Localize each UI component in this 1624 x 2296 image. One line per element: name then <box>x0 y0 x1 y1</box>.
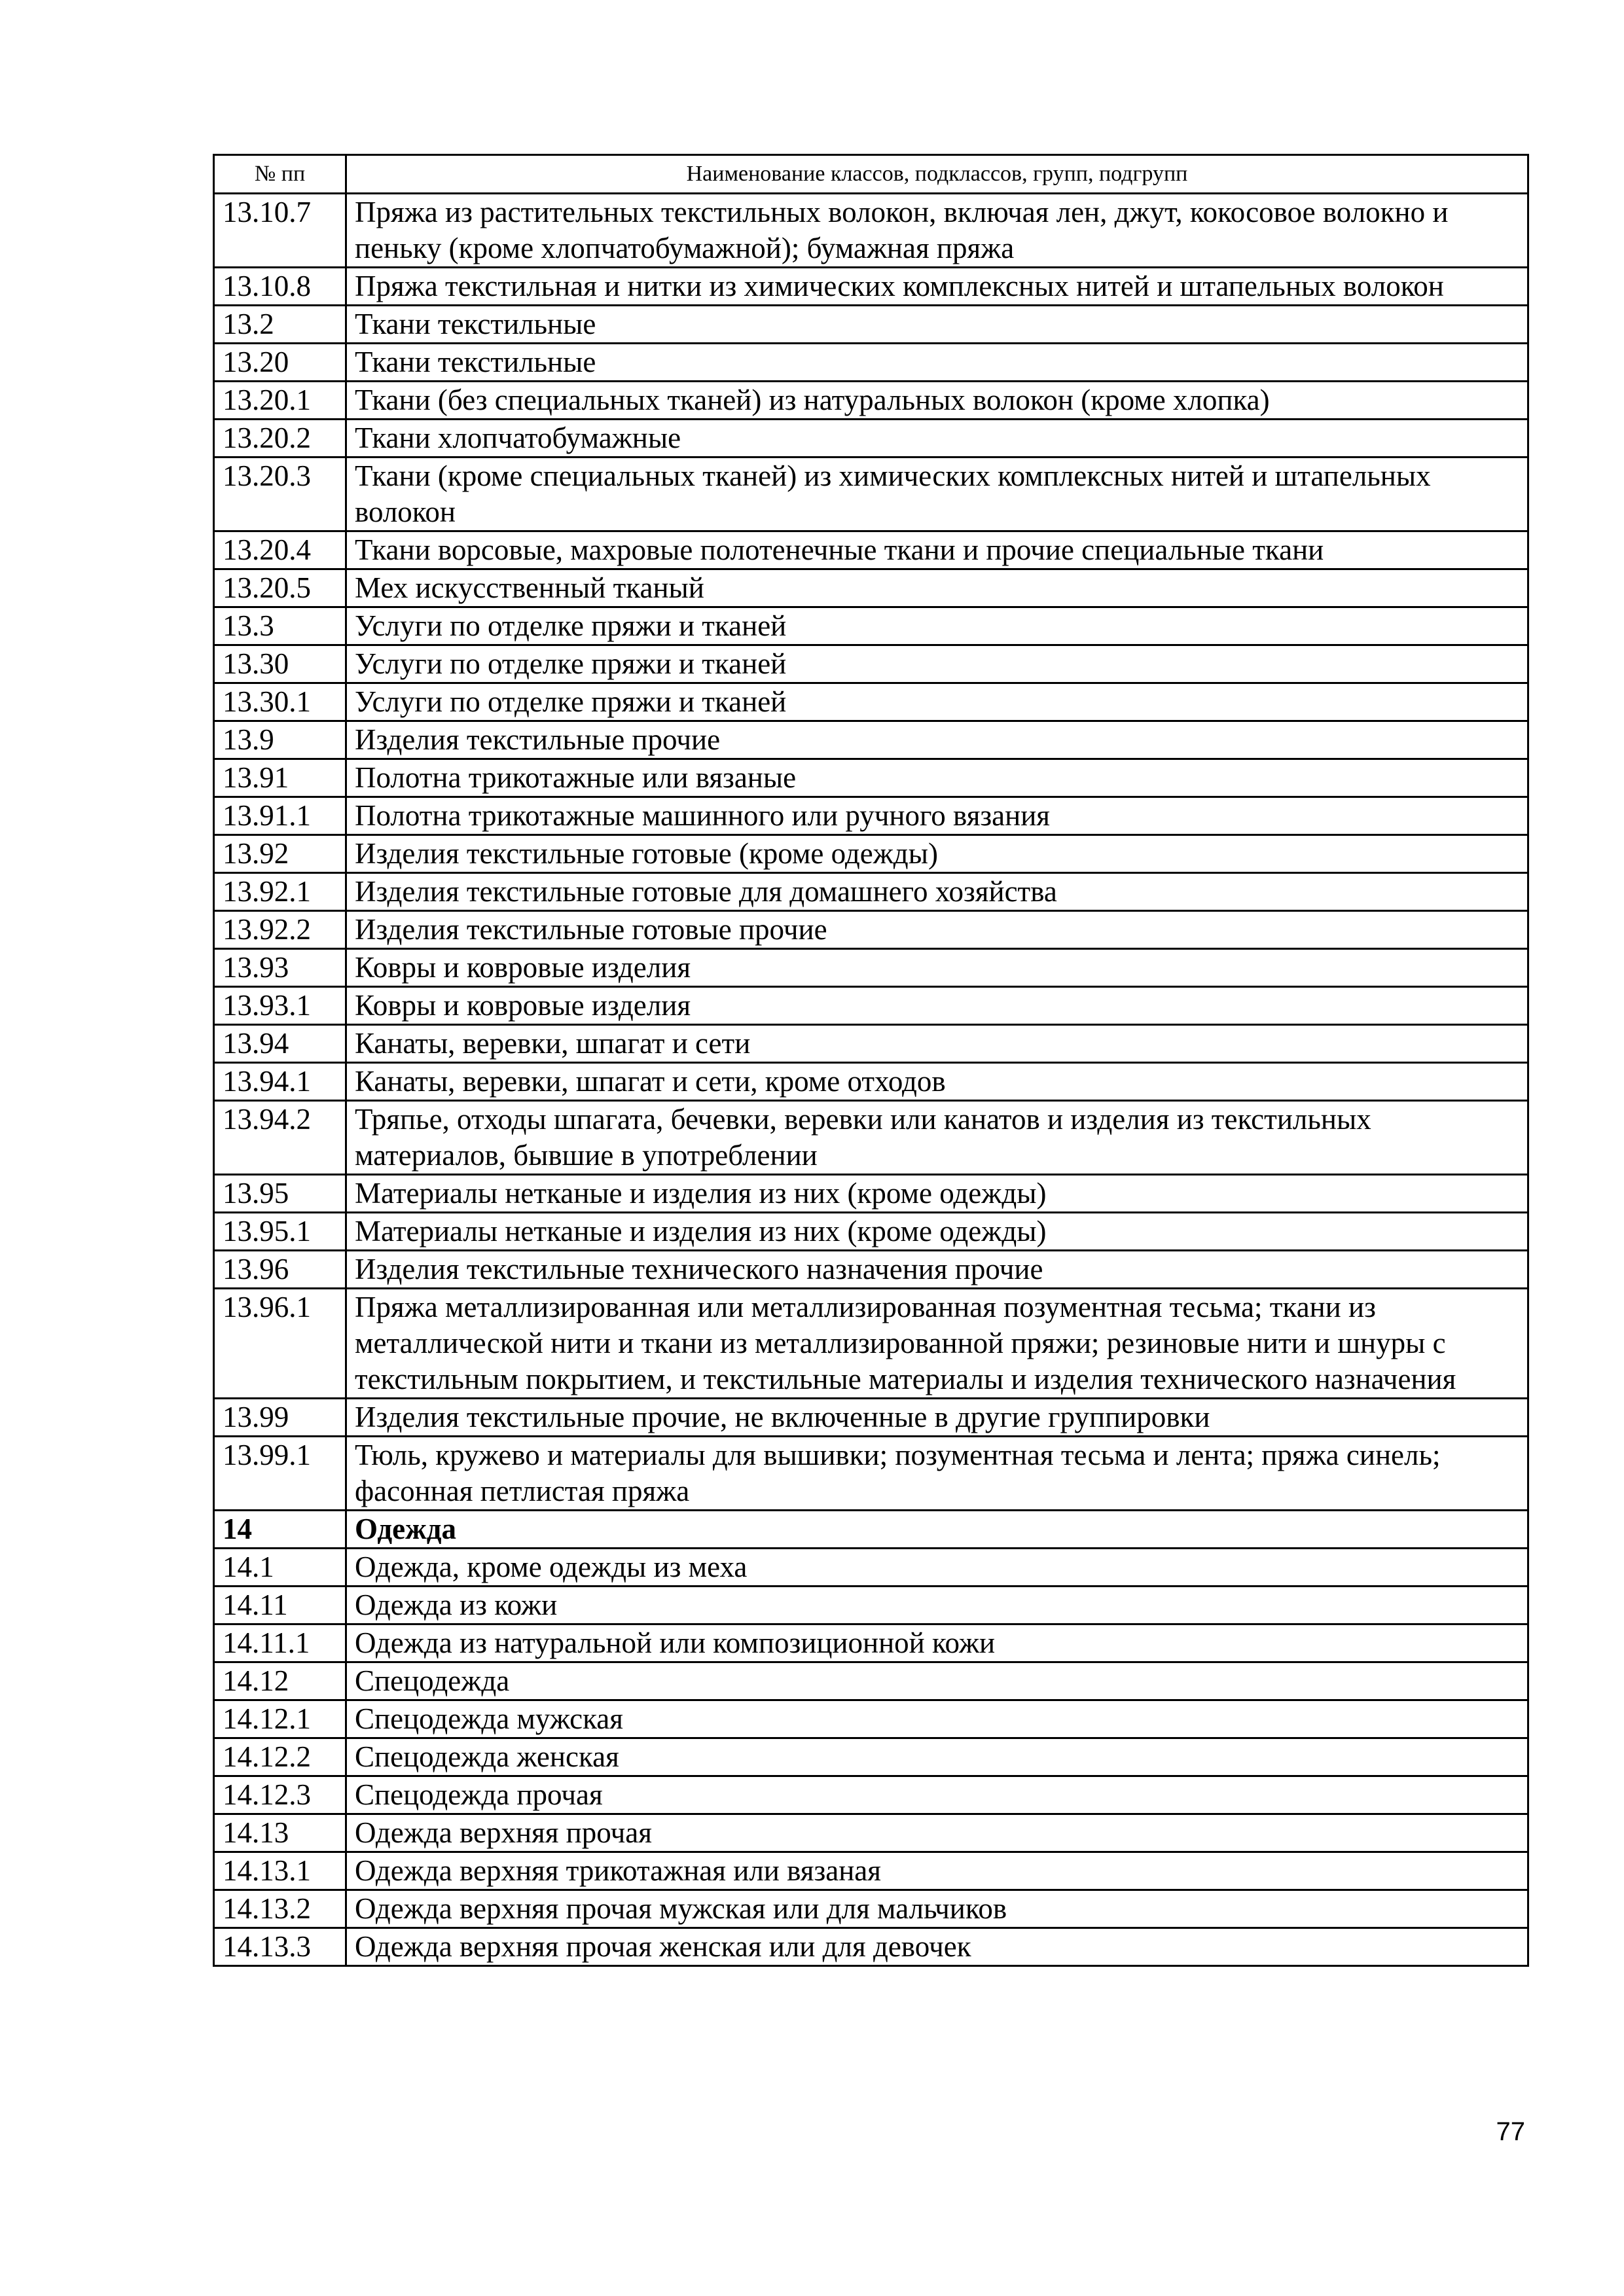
row-code-cell: 14.13.1 <box>214 1852 346 1890</box>
table-row <box>214 1175 1528 1213</box>
table-row <box>214 1700 1528 1738</box>
table-row <box>214 607 1528 645</box>
row-name-cell: Одежда верхняя прочая женская или для девочек <box>346 1928 1528 1966</box>
table-row <box>214 797 1528 835</box>
row-name-cell: Материалы нетканые и изделия из них (кроме одежды) <box>346 1213 1528 1251</box>
row-name-cell: Одежда <box>346 1511 1528 1549</box>
table-row <box>214 1511 1528 1549</box>
row-name-cell: Ткани (кроме специальных тканей) из химических комплексных нитей и штапельных волокон <box>346 457 1528 531</box>
row-code-cell: 13.94 <box>214 1025 346 1063</box>
row-code-cell: 14.11 <box>214 1587 346 1624</box>
row-name-cell: Изделия текстильные готовые для домашнего хозяйства <box>346 873 1528 911</box>
table-row <box>214 1251 1528 1289</box>
row-code-cell: 14.1 <box>214 1549 346 1587</box>
table-row <box>214 569 1528 607</box>
row-name-cell: Одежда из натуральной или композиционной кожи <box>346 1624 1528 1662</box>
row-name-cell: Одежда, кроме одежды из меха <box>346 1549 1528 1587</box>
row-code-cell: 13.99.1 <box>214 1437 346 1511</box>
row-name-cell: Ткани текстильные <box>346 306 1528 344</box>
row-code-cell: 13.20.1 <box>214 382 346 420</box>
row-code-cell: 13.96.1 <box>214 1289 346 1399</box>
row-name-cell: Канаты, веревки, шпагат и сети <box>346 1025 1528 1063</box>
row-code-cell: 14 <box>214 1511 346 1549</box>
row-name-cell: Ковры и ковровые изделия <box>346 987 1528 1025</box>
table-row <box>214 759 1528 797</box>
row-name-cell: Спецодежда женская <box>346 1738 1528 1776</box>
row-name-cell: Спецодежда мужская <box>346 1700 1528 1738</box>
row-name-cell: Услуги по отделке пряжи и тканей <box>346 683 1528 721</box>
row-code-cell: 13.20 <box>214 344 346 382</box>
row-name-cell: Одежда верхняя трикотажная или вязаная <box>346 1852 1528 1890</box>
table-row <box>214 1852 1528 1890</box>
row-code-cell: 13.93.1 <box>214 987 346 1025</box>
row-code-cell: 14.11.1 <box>214 1624 346 1662</box>
row-name-cell: Тюль, кружево и материалы для вышивки; позументная тесьма и лента; пряжа синель; фасонная петлистая пряжа <box>346 1437 1528 1511</box>
row-name-cell: Пряжа металлизированная или металлизированная позументная тесьма; ткани из металлической нити и ткани из металлизированной пряжи; резиновые нити и шнуры с текстильным покрытием, и текстильные материалы и изделия технического назначения <box>346 1289 1528 1399</box>
row-code-cell: 13.95.1 <box>214 1213 346 1251</box>
table-row <box>214 1549 1528 1587</box>
row-name-cell: Одежда верхняя прочая мужская или для мальчиков <box>346 1890 1528 1928</box>
row-name-cell: Канаты, веревки, шпагат и сети, кроме отходов <box>346 1063 1528 1101</box>
table-row <box>214 1662 1528 1700</box>
table-row <box>214 1025 1528 1063</box>
table-row <box>214 987 1528 1025</box>
row-code-cell: 14.12.1 <box>214 1700 346 1738</box>
table-row <box>214 1814 1528 1852</box>
table-row <box>214 531 1528 569</box>
table-row <box>214 1738 1528 1776</box>
row-code-cell: 13.99 <box>214 1399 346 1437</box>
row-name-cell: Мех искусственный тканый <box>346 569 1528 607</box>
row-code-cell: 13.20.5 <box>214 569 346 607</box>
row-code-cell: 13.91.1 <box>214 797 346 835</box>
table-row <box>214 1399 1528 1437</box>
table-header <box>214 155 1528 194</box>
table-row <box>214 344 1528 382</box>
row-code-cell: 13.3 <box>214 607 346 645</box>
table-row <box>214 382 1528 420</box>
row-name-cell: Ткани хлопчатобумажные <box>346 420 1528 457</box>
row-name-cell: Ткани текстильные <box>346 344 1528 382</box>
row-code-cell: 13.20.4 <box>214 531 346 569</box>
header-code-cell: № пп <box>214 155 346 194</box>
header-name-cell: Наименование классов, подклассов, групп, подгрупп <box>346 155 1528 194</box>
row-code-cell: 13.92.2 <box>214 911 346 949</box>
row-code-cell: 14.12 <box>214 1662 346 1700</box>
row-code-cell: 13.94.1 <box>214 1063 346 1101</box>
row-name-cell: Ковры и ковровые изделия <box>346 949 1528 987</box>
row-code-cell: 13.30 <box>214 645 346 683</box>
row-code-cell: 13.2 <box>214 306 346 344</box>
row-code-cell: 13.20.2 <box>214 420 346 457</box>
table-row <box>214 1928 1528 1966</box>
row-code-cell: 14.13 <box>214 1814 346 1852</box>
table-row <box>214 194 1528 268</box>
table-row <box>214 306 1528 344</box>
row-name-cell: Пряжа из растительных текстильных волокон, включая лен, джут, кокосовое волокно и пеньку (кроме хлопчатобумажной); бумажная пряжа <box>346 194 1528 268</box>
table-row <box>214 1063 1528 1101</box>
table-row <box>214 1890 1528 1928</box>
classification-table <box>213 154 1529 1967</box>
row-code-cell: 13.10.7 <box>214 194 346 268</box>
row-name-cell: Одежда верхняя прочая <box>346 1814 1528 1852</box>
row-name-cell: Одежда из кожи <box>346 1587 1528 1624</box>
row-name-cell: Услуги по отделке пряжи и тканей <box>346 607 1528 645</box>
table-row <box>214 457 1528 531</box>
row-name-cell: Пряжа текстильная и нитки из химических комплексных нитей и штапельных волокон <box>346 268 1528 306</box>
row-code-cell: 14.12.3 <box>214 1776 346 1814</box>
row-code-cell: 13.95 <box>214 1175 346 1213</box>
table-row <box>214 911 1528 949</box>
table-row <box>214 1587 1528 1624</box>
table-row <box>214 268 1528 306</box>
row-code-cell: 14.12.2 <box>214 1738 346 1776</box>
table-body <box>214 194 1528 1966</box>
table-row <box>214 683 1528 721</box>
row-code-cell: 13.10.8 <box>214 268 346 306</box>
table-row <box>214 1213 1528 1251</box>
row-code-cell: 13.93 <box>214 949 346 987</box>
row-code-cell: 13.91 <box>214 759 346 797</box>
row-name-cell: Изделия текстильные прочие, не включенные в другие группировки <box>346 1399 1528 1437</box>
table-row <box>214 420 1528 457</box>
row-code-cell: 13.20.3 <box>214 457 346 531</box>
table-row <box>214 1437 1528 1511</box>
header-row <box>214 155 1528 194</box>
table-row <box>214 1101 1528 1175</box>
row-name-cell: Услуги по отделке пряжи и тканей <box>346 645 1528 683</box>
row-name-cell: Ткани ворсовые, махровые полотенечные ткани и прочие специальные ткани <box>346 531 1528 569</box>
row-code-cell: 14.13.2 <box>214 1890 346 1928</box>
table-row <box>214 949 1528 987</box>
row-code-cell: 13.96 <box>214 1251 346 1289</box>
page-number: 77 <box>1496 2117 1525 2146</box>
row-name-cell: Изделия текстильные прочие <box>346 721 1528 759</box>
table-row <box>214 1776 1528 1814</box>
table-row <box>214 721 1528 759</box>
row-code-cell: 13.9 <box>214 721 346 759</box>
row-code-cell: 13.94.2 <box>214 1101 346 1175</box>
row-code-cell: 13.92.1 <box>214 873 346 911</box>
row-code-cell: 13.30.1 <box>214 683 346 721</box>
row-name-cell: Спецодежда <box>346 1662 1528 1700</box>
table-row <box>214 835 1528 873</box>
row-name-cell: Спецодежда прочая <box>346 1776 1528 1814</box>
row-name-cell: Полотна трикотажные или вязаные <box>346 759 1528 797</box>
row-name-cell: Материалы нетканые и изделия из них (кроме одежды) <box>346 1175 1528 1213</box>
table-row <box>214 1289 1528 1399</box>
row-name-cell: Изделия текстильные готовые прочие <box>346 911 1528 949</box>
table-row <box>214 873 1528 911</box>
row-name-cell: Изделия текстильные технического назначения прочие <box>346 1251 1528 1289</box>
row-name-cell: Изделия текстильные готовые (кроме одежды) <box>346 835 1528 873</box>
row-name-cell: Полотна трикотажные машинного или ручного вязания <box>346 797 1528 835</box>
table-row <box>214 1624 1528 1662</box>
table-row <box>214 645 1528 683</box>
row-code-cell: 14.13.3 <box>214 1928 346 1966</box>
row-code-cell: 13.92 <box>214 835 346 873</box>
row-name-cell: Тряпье, отходы шпагата, бечевки, веревки или канатов и изделия из текстильных материалов, бывшие в употреблении <box>346 1101 1528 1175</box>
row-name-cell: Ткани (без специальных тканей) из натуральных волокон (кроме хлопка) <box>346 382 1528 420</box>
